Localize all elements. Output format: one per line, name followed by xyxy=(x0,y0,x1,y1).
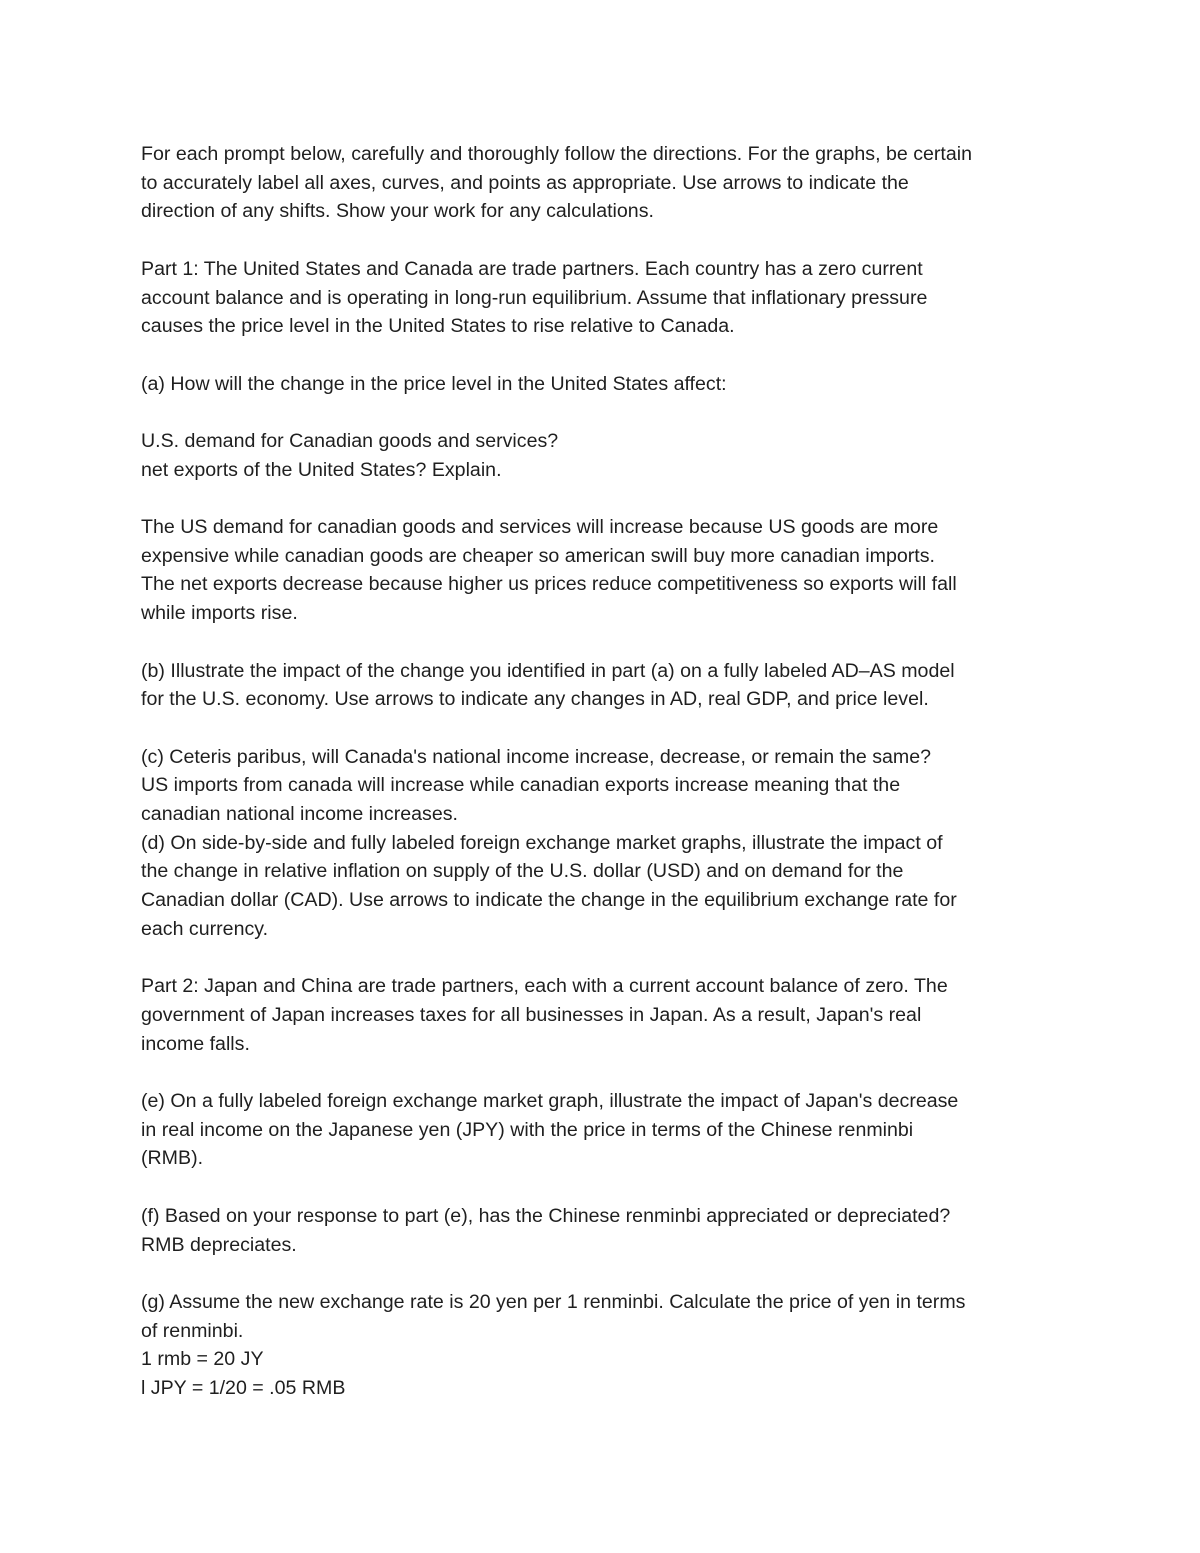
intro-line-3: direction of any shifts. Show your work for any calculations. xyxy=(141,200,654,223)
question-d-line-1: (d) On side-by-side and fully labeled foreign exchange market graphs, illustrate the impact of xyxy=(141,831,943,854)
paragraph-gap xyxy=(141,714,1071,743)
answer-a-line-4: while imports rise. xyxy=(141,602,298,625)
question-a-item-1: U.S. demand for Canadian goods and services? xyxy=(141,429,559,452)
part1-line-1: Part 1: The United States and Canada are trade partners. Each country has a zero current xyxy=(141,257,923,280)
question-g-line-1: (g) Assume the new exchange rate is 20 yen per 1 renminbi. Calculate the price of yen in terms xyxy=(141,1290,966,1313)
paragraph-gap xyxy=(141,226,1071,255)
document-body xyxy=(141,140,1071,1403)
answer-f: RMB depreciates. xyxy=(141,1233,297,1256)
question-d-line-4: each currency. xyxy=(141,917,269,940)
question-b-line-1: (b) Illustrate the impact of the change you identified in part (a) on a fully labeled AD–AS model xyxy=(141,659,955,682)
intro-line-2: to accurately label all axes, curves, and points as appropriate. Use arrows to indicate the xyxy=(141,171,909,194)
question-f: (f) Based on your response to part (e), has the Chinese renminbi appreciated or depreciated? xyxy=(141,1204,951,1227)
paragraph-gap xyxy=(141,1058,1071,1087)
part1-line-3: causes the price level in the United States to rise relative to Canada. xyxy=(141,315,735,338)
part2-line-2: government of Japan increases taxes for all businesses in Japan. As a result, Japan's real xyxy=(141,1003,922,1026)
question-c: (c) Ceteris paribus, will Canada's national income increase, decrease, or remain the same? xyxy=(141,745,932,768)
paragraph-gap xyxy=(141,944,1071,973)
question-e-line-2: in real income on the Japanese yen (JPY) with the price in terms of the Chinese renminbi xyxy=(141,1118,914,1141)
intro-line-1: For each prompt below, carefully and thoroughly follow the directions. For the graphs, be certain xyxy=(141,143,973,165)
answer-a-line-3: The net exports decrease because higher us prices reduce competitiveness so exports will fall xyxy=(141,573,957,596)
answer-g-line-2: l JPY = 1/20 = .05 RMB xyxy=(141,1377,346,1400)
answer-a-line-2: expensive while canadian goods are cheaper so american swill buy more canadian imports. xyxy=(141,544,935,567)
question-a: (a) How will the change in the price level in the United States affect: xyxy=(141,372,727,395)
question-d-line-3: Canadian dollar (CAD). Use arrows to indicate the change in the equilibrium exchange rate for xyxy=(141,889,957,912)
question-e-line-3: (RMB). xyxy=(141,1147,204,1170)
paragraph-gap xyxy=(141,1259,1071,1288)
paragraph-gap xyxy=(141,1173,1071,1202)
question-g-line-2: of renminbi. xyxy=(141,1319,244,1342)
answer-g-line-1: 1 rmb = 20 JY xyxy=(141,1348,264,1371)
answer-c-line-2: canadian national income increases. xyxy=(141,803,458,826)
answer-c-line-1: US imports from canada will increase while canadian exports increase meaning that the xyxy=(141,774,901,797)
question-e-line-1: (e) On a fully labeled foreign exchange market graph, illustrate the impact of Japan's decrease xyxy=(141,1090,959,1113)
question-a-item-2: net exports of the United States? Explain. xyxy=(141,458,502,481)
question-b-line-2: for the U.S. economy. Use arrows to indicate any changes in AD, real GDP, and price level. xyxy=(141,688,929,711)
paragraph-gap xyxy=(141,398,1071,427)
part2-line-3: income falls. xyxy=(141,1032,250,1055)
part1-line-2: account balance and is operating in long-run equilibrium. Assume that inflationary pressure xyxy=(141,286,928,309)
answer-a-line-1: The US demand for canadian goods and services will increase because US goods are more xyxy=(141,516,939,539)
paragraph-gap xyxy=(141,341,1071,370)
paragraph-gap xyxy=(141,484,1071,513)
paragraph-gap xyxy=(141,628,1071,657)
part2-line-1: Part 2: Japan and China are trade partners, each with a current account balance of zero. The xyxy=(141,975,948,998)
question-d-line-2: the change in relative inflation on supply of the U.S. dollar (USD) and on demand for the xyxy=(141,860,904,883)
